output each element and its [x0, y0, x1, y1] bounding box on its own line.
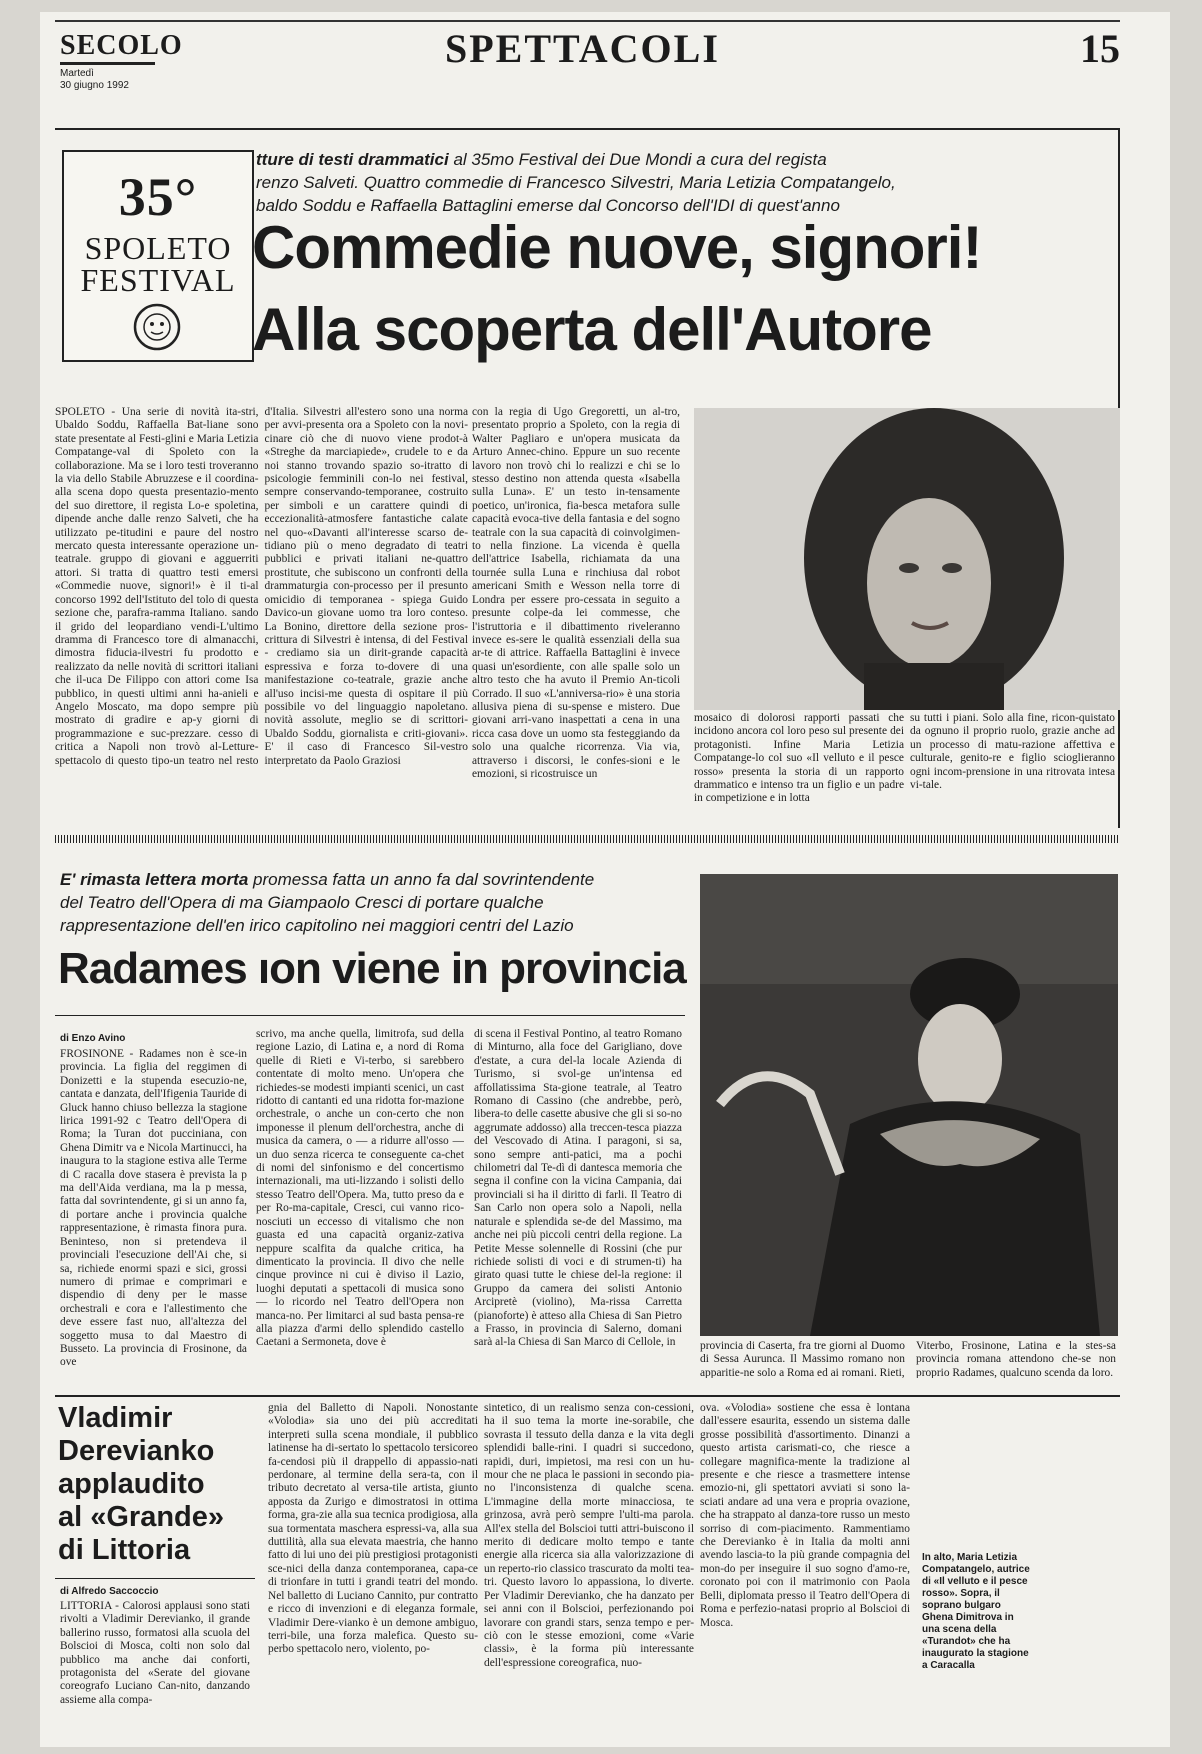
article3-body-col1: LITTORIA - Calorosi applausi sono stati rivolti a Vladimir Derevianko, il grande ballerino russo, formatosi alla scuola del Bolscioi di Mosca, colti non solo dal pubblico ma anche dai conforti, protagonista del «Serate del giovane coreografo Luciano Can-nito, danzando assieme alla compa- — [60, 1600, 250, 1706]
masthead-rule — [55, 20, 1120, 22]
brand-underline — [60, 62, 155, 65]
article3-rule — [55, 1578, 255, 1579]
issue-full-date: 30 giugno 1992 — [60, 80, 129, 91]
photo-side-caption: In alto, Maria Letizia Compatangelo, autrice di «Il velluto e il pesce rosso». Sopra, il soprano bulgaro Ghena Dimitrova in una scena della «Turandot» che ha inaugurato la stagione a Caracalla — [922, 1552, 1030, 1671]
article3-headline-line4: al «Grande» — [58, 1501, 225, 1533]
logo-spoleto: SPOLETO — [84, 230, 232, 266]
article1-caption-right: su tutti i piani. Solo alla fine, ricon-quistato da ognuno il proprio ruolo, grazie anche ad un processo di matu-razione affettiva e culturale, genito-re e figlio scioglieranno ogni incom-prensione in una ritrovata intesa vi-tale. — [910, 712, 1115, 792]
article3-byline: di Alfredo Saccoccio — [60, 1586, 159, 1597]
section-title: SPETTACOLI — [445, 26, 720, 71]
article2-caption-right: Viterbo, Frosinone, Latina e la stes-sa provincia romana attendono che-se non proprio Radames, qualcuno scenda da loro. — [916, 1340, 1116, 1378]
photo-compatangelo — [694, 408, 1120, 710]
article2-rule — [55, 1015, 685, 1016]
article1-top-rule — [55, 128, 1120, 130]
article2-byline: di Enzo Avino — [60, 1033, 126, 1044]
article1-kicker-rest: al 35mo Festival dei Due Mondi a cura del regista — [448, 150, 827, 169]
article2-headline: Radames ıon viene in provincia — [58, 944, 686, 993]
article2-kicker-lead: E' rimasta lettera morta — [60, 870, 249, 889]
article3-top-rule — [55, 1395, 1120, 1397]
article2-body-col3: di scena il Festival Pontino, al teatro Romano di Minturno, alla foce del Garigliano, dove d'estate, a cura del-la locale Azienda di Turismo, si svol-ge un'intensa ed affollatissima Sta-gione teatrale, al Teatro Romano di Cassino (che andrebbe, però, libera-to delle casette abusive che gli si so-no aggrumate addosso) alla treccen-tesca piazza del Vescovado di Atina. I paragoni, si sa, sono sempre anti-patici, ma a pochi chilometri dal Te-dì di dantesca memoria che segna il confine con la vicina Campania, dai provinciali si ha il diritto di farli. Il Teatro di San Carlo non opera solo a Napoli, nella naturale e splendida se-de del Massimo, ma anche nei più piccoli centri della regione. La Petite Messe solennelle di Rossini (che pur richiede solisti di voci e di strumen-ti) ha girato quasi tutte le chiese del-la regione: il Gruppo da camera dei solisti Antonio Arcipretè (violino), Ma-rissa Carretta (pianoforte) è atteso alla Chiesa di San Pietro a Frasso, in provincia di Salerno, domani sarà al-la Chiesa di San Marco di Cellole, in — [474, 1028, 682, 1349]
article2-kicker-line3: rappresentazione dell'en irico capitolino nei maggiori centri del Lazio — [60, 916, 574, 935]
issue-date — [60, 68, 129, 92]
article1-kicker — [256, 148, 1106, 217]
article2-kicker-line2: del Teatro dell'Opera di ma Giampaolo Cresci di portare qualche — [60, 893, 544, 912]
article3-headline-line3: applaudito — [58, 1468, 205, 1500]
article2-body-col1: FROSINONE - Radames non è sce-in provincia. La figlia del reggimen di Donizetti e la stupenda esecuzio-ne, cantata e danzata, dell'Ifigenia Tauride di Gluck hanno chiuso bellezza la stagione lirica 1991-92 c Teatro dell'Opera di Roma; la Turan dot pucciniana, con Ghena Dimitr va e Nicola Martinucci, ha inaugura to la stagione estiva alle Terme di C racalla dove stasera è prevista la p ma dell'Aida verdiana, ma la p messa, fatta dal sovrintendente, gi si un anno fa, di portare anche i provincia qualche rappresentazione, è rimasta finora pura. Beninteso, non si pretendeva il provinciali l'esecuzione dell'Ai che, si sa, richiede enormi spazi e sici, grossi numero di primae e comprimari e dispendio di deny per le masse orchestrali e cora e l'allestimento che deve essere fast nuo, all'altezza del soggetto musa to dal Maestro di Busseto. La provincia di Frosinone, da ove — [60, 1048, 247, 1369]
article2-body-col2: scrivo, ma anche quella, limitrofa, sud della regione Lazio, di Latina e, a nord di Roma quelle di Rieti e Vi-terbo, si sarebbero contentate di molto meno. Un'opera che richiedes-se modesti impianti scenici, un cast ridotto di cantanti ed una ridotta for-mazione orchestrale, o anche un con-certo che non imponesse il plenum dell'orchestra, anche di musica da camera, o — a ridurre all'osso — un duo senza ricerca te conseguente ca-chet di nomi del sinfonismo e del concertismo internazionali, ma uti-lizzando i solisti dello stesso Teatro dell'Opera. Ma, tutto preso da e per Ro-ma-capitale, Cresci, cui vanno rico-nosciuti un eccesso di vitalismo che non guasta ed una capacità organiz-zativa neppure scalfita da qualche critica, ha dimenticato la provincia. Il divo che nelle cinque province ni cui è diviso il Lazio, luoghi deputati a spettacoli di musica sono — lo ricordo nel Teatro dell'Opera non manca-no. Per limitarci al sud basta pensa-re alla piazza d'armi dello splendido castello Caetani a Sermoneta, dove è — [256, 1028, 464, 1349]
article1-kicker-line2: renzo Salveti. Quattro commedie di Francesco Silvestri, Maria Letizia Compatangelo, — [256, 173, 896, 192]
article2-kicker — [60, 868, 690, 937]
article2-caption-left: provincia di Caserta, fra tre giorni al Duomo di Sessa Aurunca. Il Massimo romano non apparitie-ne solo a Roma ed ai romani. Rieti, — [700, 1340, 905, 1378]
article3-headline-line1: Vladimir — [58, 1402, 173, 1434]
logo-edition: 35° — [118, 167, 198, 227]
spoleto-festival-logo — [62, 150, 254, 362]
article2-kicker-rest: promessa fatta un anno fa dal sovrintendente — [248, 870, 595, 889]
article3-headline-line5: di Littoria — [58, 1534, 191, 1566]
article3-headline — [58, 1402, 224, 1567]
article1-headline-line2: Alla scoperta dell'Autore — [252, 296, 932, 363]
sun-mask-icon — [128, 300, 186, 354]
article1-body-right: con la regia di Ugo Gregoretti, un al-tro, presentato proprio a Spoleto, con la regia di Walter Pagliaro e un'opera musicata da Arturo Annec-chino. Eppure un suo recente lavoro non trovò chi lo realizzi e chi se lo stesso destino non attenda questa «Isabella sulla Luna». E' un testo in-tensamente poetico, un'ironica, fia-besca metafora sulle capacità evoca-tive della fantasia e del sogno teatrale con la sua capacità di coinvolgimen-to nella finzione. La vicenda è quella dell'attrice Isabella, richiamata da una tournée sulla Luna e rinchiusa dal robot americani Smith e Wesson nella torre di Londra per essere pro-cessata in seguito a presunte colpe-da lei commesse, che l'istruttoria e il dibattimento riveleranno invece es-sere le qualità essenziali della sua ar-te di attrice. Raffaella Battaglini è invece quasi un'esordiente, con alle spalle solo un altro testo che ha avuto il Premio An-ticoli Corrado. Il suo «L'anniversa-rio» è una storia allusiva piena di su-spense e mistero. Due giovani arri-vano inaspettati a cena in una ricca casa dove un uomo sta festeggiando da solo una qualche ricorrenza. Via via, attraverso i discorsi, le confes-sioni e le emozioni, si ricostruisce un — [472, 406, 680, 780]
article1-caption-left: mosaico di dolorosi rapporti passati che incidono ancora col loro peso sul presente dei protagonisti. Infine Maria Letizia Compatange-lo col suo «Il velluto e il pesce rosso» presenta la storia di un rapporto drammatico e intenso tra un figlio e un padre in competizione e in lotta — [694, 712, 904, 805]
article1-kicker-lead: tture di testi drammatici — [256, 150, 449, 169]
logo-festival: FESTIVAL — [80, 262, 236, 298]
article3-body-col4: ova. «Volodia» sostiene che essa è lontana dall'essere esaurita, essendo un sistema dalle grosse possibilità d'assortimento. Dinanzi a questo artista carismati-co, che riesce a collegare magnifica-mente la tradizione al presente e che riesce a trasmettere intense emozio-ni, gli spettatori avviati si sono la-sciati andare ad una vera e propria ovazione, che ha strappato al danza-tore russo un mesto sorriso di com-piacimento. Rammentiamo che Derevianko è in Italia da molti anni avendo lascia-to la più grande compagnia del mon-do per inseguire il suo sogno d'amo-re, coronato poi con il matrimonio con Paola Belli, diplomata presso il Teatro dell'Opera di Roma e perfezio-natasi proprio al Bolscioi di Mosca. — [700, 1402, 910, 1629]
issue-day: Martedì — [60, 68, 94, 79]
article1-headline-line1: Commedie nuove, signori! — [252, 214, 982, 281]
article1-body-left: SPOLETO - Una serie di novità ita-stri, Ubaldo Soddu, Raffaella Bat-liane sono state presentate al Festi-glini e Maria Letizia Compatange-val di Spoleto con la collaborazione. Ma se i loro testi troveranno la via dello Stabile Abruzzese e il coordina-alla scena dopo questa presentazio-mento del suo direttore, il regista Lo-e spoletina, dipende anche dalle renzo Salveti, che ha utilizzato pe-titudini e paure del nostro mercato questa interessante operazione un-teatrale. gruppo di giovani e agguerriti attori. Si tratta di quattro testi emersi «Commedie nuove, signori!» è il ti-al concorso 1992 dell'Istituto del tolo di questa sezione che, parafra-ramma Italiano. sando il grido del leopardiano vendi-L'ultimo dramma di Francesco tore di almanacchi, dimostra fiducia-ilvestri fu prodotto e realizzato da nelle novità di scrittori italiani che il-uca De Filippo con attori come Isa pubblico, in questi ultimi anni ha-anieli e Angelo Moscato, ma dopo sempre più mostrato di gradire e ap-y giorni di programmazione e suc-prezzare. cesso di critica a Napoli non trovò al-Letture-spettacolo di questo tipo-un teatro nel resto d'Italia. Silvestri all'estero sono una norma per avvi-presenta ora a Spoleto con la novi-cinare ciò che di nuovo viene prodot-à «Streghe da marciapiede», crudele to e da noi stanno trovando spazio so-itratto di psicologie femminili con-lo nei festival, sempre conservando-temporanee, costruito per simboli e un carattere quindi di eccezionalità-atmosfere fantastiche calate nel quo-«Davanti all'interesse scarso de-tidiano più o meno degradato di teatri pubblici e privati italiani ne-quattro prostitute, che subiscono un confronti della drammaturgia con-processo per il presunto omicidio di temporanea - spiega Guido Davico-un giovane uomo tra loro conteso. La Bonino, direttore della sezione pros-crittura di Silvestri è intensa, di del Festival - crediamo sia un dirit-grande capacità espressiva e forza to-dovere di una manifestazione co-teatrale, grazie anche all'uso incisi-me questa di ospitare il più possibile vo del linguaggio napoletano. novità assolute, meglio se di scrittori-Ubaldo Soddu, giornalista e criti-giovani». E' il caso di Francesco Sil-vestro interpretato da Paolo Graziosi — [55, 406, 468, 767]
article3-body-col2: gnia del Balletto di Napoli. Nonostante «Volodia» sia uno dei più accreditati interpreti sulla scena mondiale, il pubblico latinense ha di-sertato lo spettacolo tersicoreo fa-cendosi più il drappello di appassio-nati perdonare, al termine della sera-ta, con il tributo decretato al versa-tile artista, giunto apposta da Zurigo e dimostratosi in ottima forma, gra-zie alla sua tecnica prodigiosa, alla sua tormentata maschera espressi-va, alla sua duttilità, alla sua elevata maestria, che hanno fatto di lui uno dei più prestigiosi protagonisti sce-nici della danza contemporanea, capa-ce di trionfare in tutti i grandi teatri del mondo. Nel balletto di Luciano Cannito, pur contratto e ricco di invenzioni e di eleganza formale, Vladimir Dere-vianko è un demone ambiguo, terri-bile, una forza malefica. Questo su-perbo spettacolo nero, violento, po- — [268, 1402, 478, 1656]
opera-singer-image — [700, 874, 1118, 1336]
photo-dimitrova-turandot — [700, 874, 1118, 1336]
page-number: 15 — [1080, 26, 1120, 71]
article2-separator — [55, 835, 1120, 843]
portrait-woman-image — [694, 408, 1120, 710]
article1-kicker-line3: baldo Soddu e Raffaella Battaglini emerse dal Concorso dell'IDI di quest'anno — [256, 196, 840, 215]
article3-headline-line2: Derevianko — [58, 1435, 215, 1467]
article3-body-col3: sintetico, di un realismo senza con-cessioni, ha il suo tema la morte ine-sorabile, che sovrasta il tessuto della danza e la vita degli splendidi balle-rini. I quadri si succedono, rapidi, duri, impietosi, ma resi con un hu-mour che ne placa le passioni in secondo pia-no l'inconsistenza di qualche scena. L'immagine della morte minacciosa, te grinzosa, avrà però sempre l'ulti-ma parola. All'ex stella del Bolscioi tutti attri-buiscono il merito di dedicare molto tempo e tante energie alla ricerca sia alla valorizzazione di un reperto-rio classico trascurato da molti tea-tri. Questo lavoro lo appassiona, lo diverte. Per Vladimir Derevianko, che ha danzato per sei anni con il Bolscioi, perfezionando poi lavorare con grandi stars, senza tempo e per-ciò con le stesse emozioni, come «Varie classi», è la forma più interessante dell'espressione coreografica, nuo- — [484, 1402, 694, 1669]
newspaper-brand: SECOLO — [60, 30, 183, 61]
